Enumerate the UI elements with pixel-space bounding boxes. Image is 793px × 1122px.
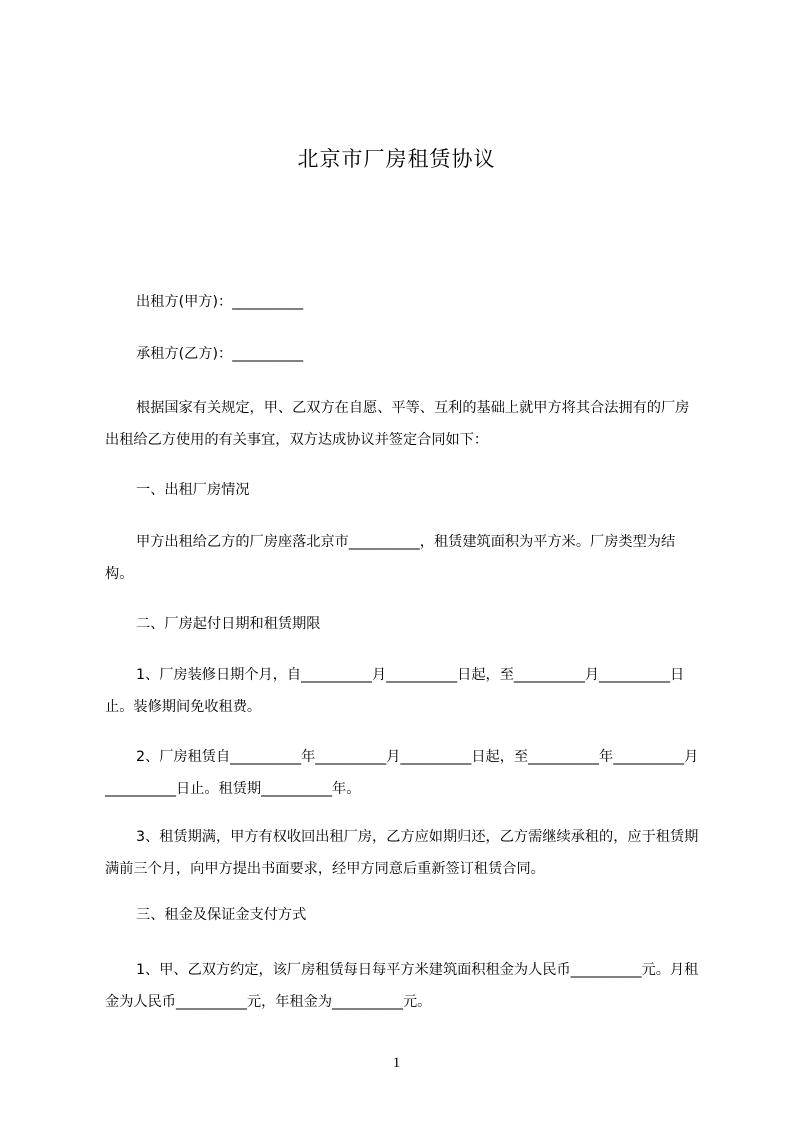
intro-paragraph: 根据国家有关规定，甲、乙双方在自愿、平等、互利的基础上就甲方将其合法拥有的厂房出租给乙方使用的有关事宜，双方达成协议并签定合同如下：	[105, 400, 690, 448]
section-2-item-1: 1、厂房装修日期个月，自__________月__________日起，至__________月__________日止。装修期间免收租费。	[105, 667, 685, 715]
section-3-heading: 三、租金及保证金支付方式	[136, 907, 307, 923]
section-1-heading: 一、出租厂房情况	[136, 482, 250, 498]
document-title: 北京市厂房租赁协议	[297, 147, 496, 171]
section-2-item-3: 3、租赁期满，甲方有权收回出租厂房，乙方应如期归还，乙方需继续承租的，应于租赁期满前三个月，向甲方提出书面要求，经甲方同意后重新签订租赁合同。	[105, 829, 699, 877]
page-number: 1	[392, 1055, 401, 1071]
section-1-text: 甲方出租给乙方的厂房座落北京市__________，租赁建筑面积为平方米。厂房类型为结构。	[105, 534, 676, 582]
party-a-line: 出租方(甲方)：__________	[136, 294, 304, 310]
section-2-item-2: 2、厂房租赁自__________年__________月__________日起，至__________年__________月__________日止。租赁期__________年。	[105, 749, 699, 797]
section-3-item-1: 1、甲、乙双方约定，该厂房租赁每日每平方米建筑面积租金为人民币__________元。月租金为人民币__________元，年租金为__________元。	[105, 962, 699, 1010]
section-2-heading: 二、厂房起付日期和租赁期限	[136, 616, 321, 632]
party-b-line: 承租方(乙方)：__________	[136, 346, 304, 362]
